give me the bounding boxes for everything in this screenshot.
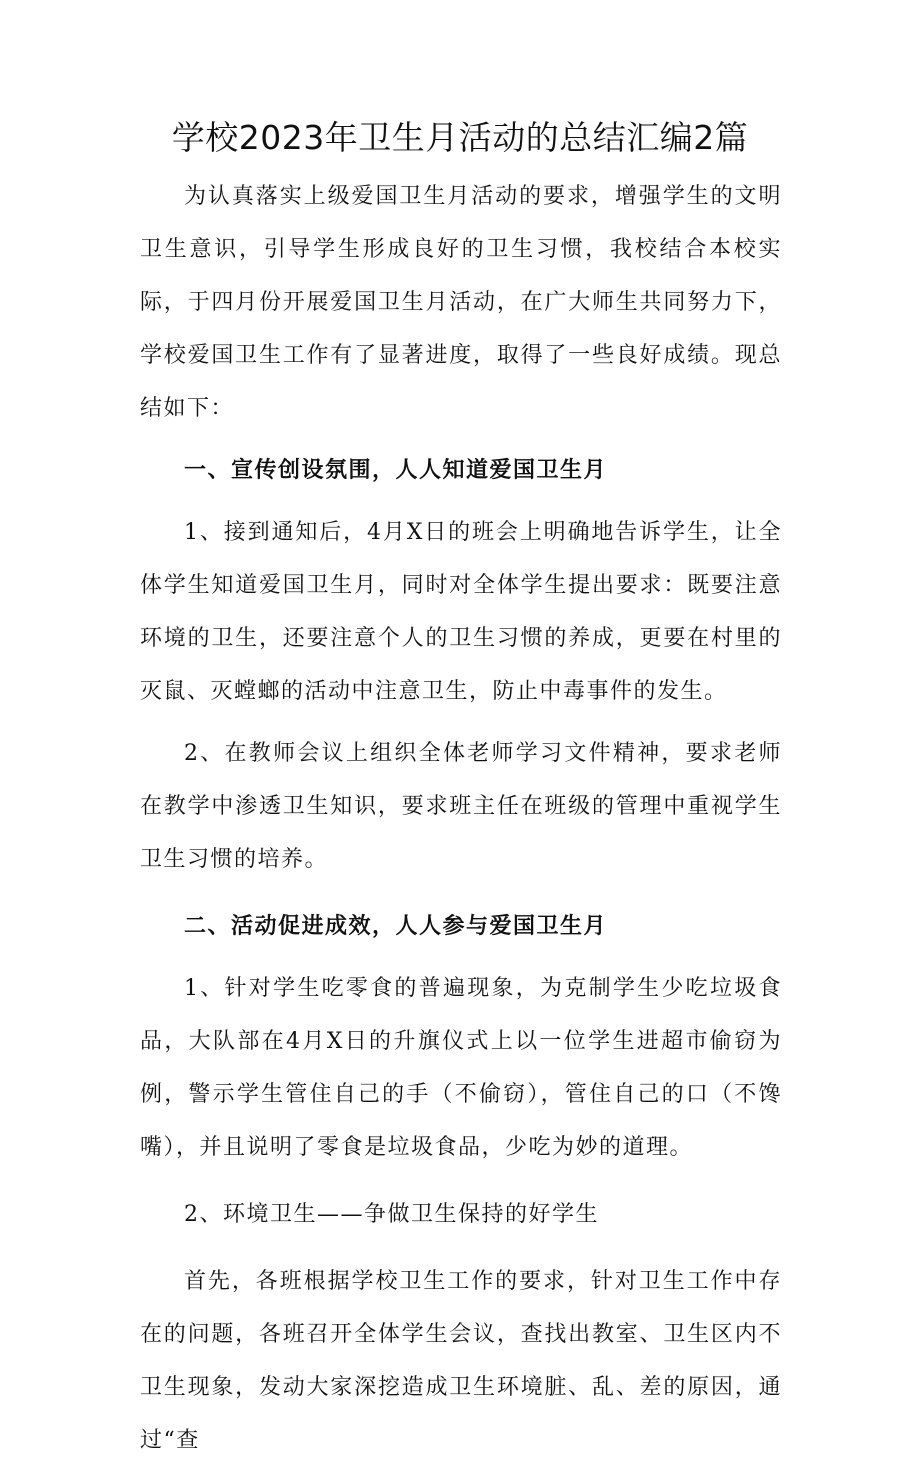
intro-paragraph: 为认真落实上级爱国卫生月活动的要求，增强学生的文明卫生意识，引导学生形成良好的卫生习惯，我校结合本校实际，于四月份开展爱国卫生月活动，在广大师生共同努力下，学校爱国卫生工作有了显著进度，取得了一些良好成绩。现总结如下： (140, 184, 782, 421)
section-2-paragraph-3: 首先，各班根据学校卫生工作的要求，针对卫生工作中存在的问题，各班召开全体学生会议，查找出教室、卫生区内不卫生现象，发动大家深挖造成卫生环境脏、乱、差的原因，通过“查 (140, 1269, 782, 1453)
document-title: 学校2023年卫生月活动的总结汇编2篇 (171, 118, 749, 157)
section-2-heading: 二、活动促进成效，人人参与爱国卫生月 (184, 913, 608, 939)
section-1-paragraph-2: 2、在教师会议上组织全体老师学习文件精神，要求老师在教学中渗透卫生知识，要求班主任在班级的管理中重视学生卫生习惯的培养。 (140, 741, 782, 872)
section-1-paragraph-1: 1、接到通知后，4月X日的班会上明确地告诉学生，让全体学生知道爱国卫生月，同时对全体学生提出要求：既要注意环境的卫生，还要注意个人的卫生习惯的养成，更要在村里的灭鼠、灭螳螂的活动中注意卫生，防止中毒事件的发生。 (140, 520, 782, 704)
section-1-heading: 一、宣传创设氛围，人人知道爱国卫生月 (184, 457, 608, 483)
section-2-paragraph-2: 2、环境卫生——争做卫生保持的好学生 (184, 1202, 599, 1227)
section-2-paragraph-1: 1、针对学生吃零食的普遍现象，为克制学生少吃垃圾食品，大队部在4月X日的升旗仪式上以一位学生进超市偷窃为例，警示学生管住自己的手（不偷窃），管住自己的口（不馋嘴），并且说明了零食是垃圾食品，少吃为妙的道理。 (140, 976, 782, 1160)
document-body (140, 170, 782, 1467)
